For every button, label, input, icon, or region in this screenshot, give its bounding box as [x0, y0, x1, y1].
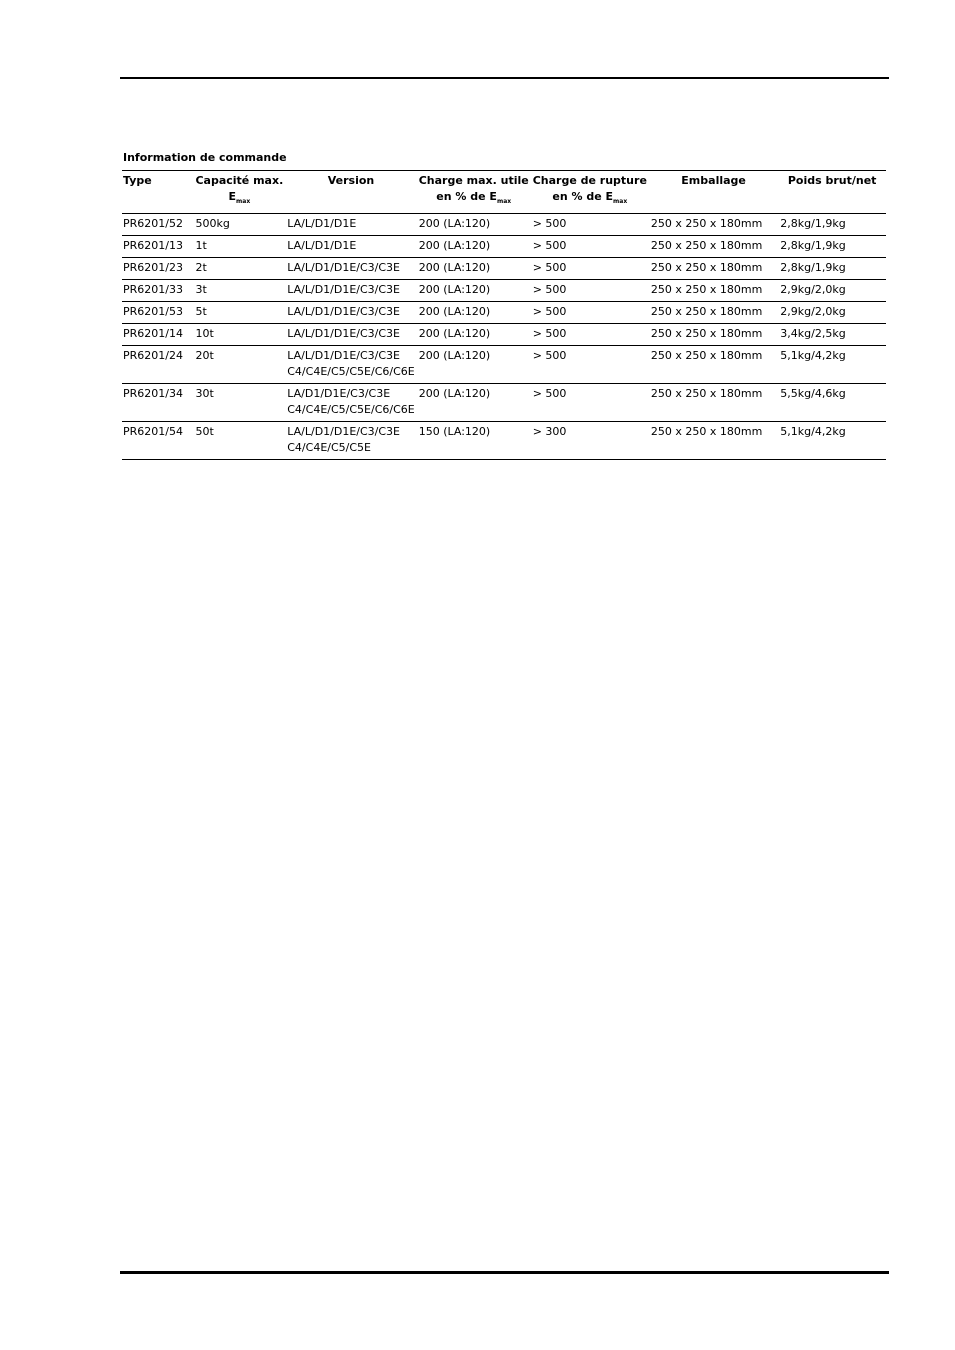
cell-version-line1: LA/L/D1/D1E/C3/C3E — [287, 261, 401, 274]
cell-rupture: > 500 — [531, 346, 649, 384]
cell-version-line1: LA/L/D1/D1E/C3/C3E — [287, 305, 401, 318]
header-capacity-symbol: E — [228, 190, 237, 203]
cell-weight: 2,8kg/1,9kg — [778, 236, 886, 258]
cell-version — [285, 302, 416, 324]
header-type-label: Type — [123, 174, 152, 187]
cell-packaging: 250 x 250 x 180mm — [649, 384, 778, 422]
cell-version — [285, 346, 416, 384]
header-capacity-subscript: max — [236, 198, 251, 205]
cell-type: PR6201/52 — [122, 214, 193, 236]
cell-packaging: 250 x 250 x 180mm — [649, 214, 778, 236]
cell-version — [285, 214, 416, 236]
cell-version-line2: C4/C4E/C5/C5E/C6/C6E — [287, 403, 415, 416]
cell-rupture: > 500 — [531, 280, 649, 302]
cell-version-line2: C4/C4E/C5/C5E — [287, 441, 371, 454]
header-capacity — [193, 171, 285, 214]
cell-version — [285, 324, 416, 346]
cell-type: PR6201/54 — [122, 422, 193, 460]
header-weight-label: Poids brut/net — [787, 174, 877, 187]
cell-rupture: > 500 — [531, 302, 649, 324]
cell-rupture: > 300 — [531, 422, 649, 460]
cell-version-line1: LA/L/D1/D1E/C3/C3E — [287, 425, 401, 438]
cell-charge: 200 (LA:120) — [417, 346, 531, 384]
cell-type: PR6201/13 — [122, 236, 193, 258]
cell-capacity: 1t — [193, 236, 285, 258]
table-header-row — [122, 171, 886, 214]
cell-version-line1: LA/L/D1/D1E — [287, 239, 357, 252]
cell-rupture: > 500 — [531, 384, 649, 422]
header-rupture-unit: en % de E — [552, 190, 614, 203]
cell-rupture: > 500 — [531, 214, 649, 236]
cell-capacity: 10t — [193, 324, 285, 346]
cell-charge: 200 (LA:120) — [417, 258, 531, 280]
cell-charge: 200 (LA:120) — [417, 280, 531, 302]
table-row — [122, 384, 886, 422]
cell-version-line1: LA/D1/D1E/C3/C3E — [287, 387, 391, 400]
cell-weight: 3,4kg/2,5kg — [778, 324, 886, 346]
cell-charge: 200 (LA:120) — [417, 214, 531, 236]
header-charge-unit: en % de E — [436, 190, 497, 203]
cell-packaging: 250 x 250 x 180mm — [649, 422, 778, 460]
table-row — [122, 236, 886, 258]
header-rupture — [531, 171, 649, 214]
cell-capacity: 20t — [193, 346, 285, 384]
header-charge-subscript: max — [496, 198, 512, 205]
table-row — [122, 214, 886, 236]
cell-charge: 200 (LA:120) — [417, 236, 531, 258]
header-rule — [120, 77, 889, 79]
header-charge-label: Charge max. utile — [418, 174, 529, 187]
cell-packaging: 250 x 250 x 180mm — [649, 236, 778, 258]
cell-type: PR6201/34 — [122, 384, 193, 422]
header-weight — [778, 171, 886, 214]
cell-version — [285, 280, 416, 302]
cell-capacity: 5t — [193, 302, 285, 324]
cell-packaging: 250 x 250 x 180mm — [649, 302, 778, 324]
cell-version — [285, 236, 416, 258]
cell-version — [285, 384, 416, 422]
cell-capacity: 50t — [193, 422, 285, 460]
cell-type: PR6201/14 — [122, 324, 193, 346]
cell-packaging: 250 x 250 x 180mm — [649, 346, 778, 384]
table-row — [122, 422, 886, 460]
cell-charge: 200 (LA:120) — [417, 302, 531, 324]
table-row — [122, 324, 886, 346]
cell-charge: 200 (LA:120) — [417, 384, 531, 422]
header-packaging — [649, 171, 778, 214]
table-row — [122, 258, 886, 280]
header-rupture-subscript: max — [613, 198, 628, 205]
cell-weight: 5,1kg/4,2kg — [778, 422, 886, 460]
cell-type: PR6201/23 — [122, 258, 193, 280]
cell-version — [285, 422, 416, 460]
cell-rupture: > 500 — [531, 236, 649, 258]
cell-version — [285, 258, 416, 280]
table-row — [122, 346, 886, 384]
cell-weight: 2,8kg/1,9kg — [778, 258, 886, 280]
cell-version-line1: LA/L/D1/D1E/C3/C3E — [287, 327, 401, 340]
cell-weight: 5,5kg/4,6kg — [778, 384, 886, 422]
header-version-label: Version — [327, 174, 375, 187]
cell-weight: 5,1kg/4,2kg — [778, 346, 886, 384]
cell-type: PR6201/53 — [122, 302, 193, 324]
header-rupture-label: Charge de rupture — [532, 174, 647, 187]
footer-rule — [120, 1271, 889, 1274]
header-version — [285, 171, 416, 214]
header-capacity-label: Capacité max. — [195, 174, 284, 187]
cell-version-line1: LA/L/D1/D1E — [287, 217, 357, 230]
order-table — [122, 170, 886, 460]
cell-weight: 2,9kg/2,0kg — [778, 280, 886, 302]
cell-capacity: 30t — [193, 384, 285, 422]
cell-type: PR6201/24 — [122, 346, 193, 384]
cell-capacity: 3t — [193, 280, 285, 302]
cell-packaging: 250 x 250 x 180mm — [649, 280, 778, 302]
header-packaging-label: Emballage — [681, 174, 746, 187]
cell-charge: 200 (LA:120) — [417, 324, 531, 346]
cell-packaging: 250 x 250 x 180mm — [649, 258, 778, 280]
table-row — [122, 280, 886, 302]
cell-packaging: 250 x 250 x 180mm — [649, 324, 778, 346]
table-row — [122, 302, 886, 324]
cell-rupture: > 500 — [531, 258, 649, 280]
cell-version-line1: LA/L/D1/D1E/C3/C3E — [287, 349, 401, 362]
cell-rupture: > 500 — [531, 324, 649, 346]
cell-capacity: 2t — [193, 258, 285, 280]
cell-version-line2: C4/C4E/C5/C5E/C6/C6E — [287, 365, 415, 378]
cell-charge: 150 (LA:120) — [417, 422, 531, 460]
cell-weight: 2,9kg/2,0kg — [778, 302, 886, 324]
header-type — [122, 171, 193, 214]
cell-weight: 2,8kg/1,9kg — [778, 214, 886, 236]
header-charge — [417, 171, 531, 214]
cell-type: PR6201/33 — [122, 280, 193, 302]
cell-version-line1: LA/L/D1/D1E/C3/C3E — [287, 283, 401, 296]
cell-capacity: 500kg — [193, 214, 285, 236]
section-title: Information de commande — [123, 151, 287, 164]
